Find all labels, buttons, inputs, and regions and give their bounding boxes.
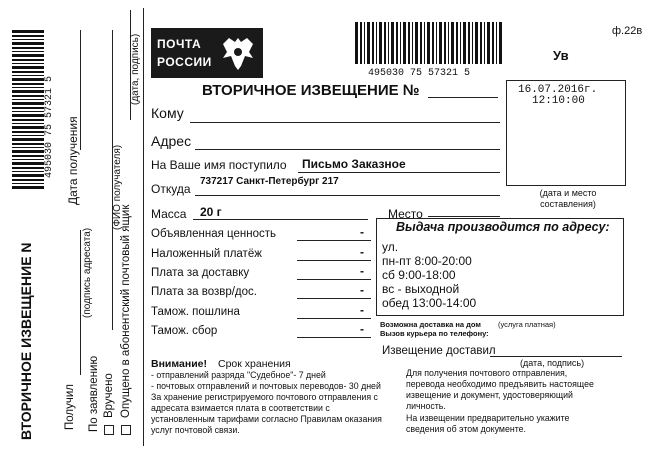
date-place-caption: (дата и место составления) [539,188,597,209]
warning-line-1: - отправлений разряда "Судебное"- 7 дней [151,370,326,380]
address-label: Адрес [151,133,192,149]
delivery-fee-dash: - [360,264,364,278]
delivery-fee-label: Плата за доставку [151,267,250,279]
customs-fee-dash: - [360,322,364,336]
paid-service-text: (услуга платная) [498,320,556,329]
declared-value-label: Объявленная ценность [151,228,276,240]
time-value: 12:10:00 [532,95,585,107]
delivery-hours-weekdays: пн-пт 8:00-20:00 [382,254,472,268]
delivery-street: ул. [382,240,399,254]
from-label: Откуда [151,182,191,196]
warning-line-5: установленным тарифами согласно Правилам оказания [151,414,382,424]
info-line-5: На извещении предварительно укажите [406,413,570,423]
customs-duty-label: Тамож. пошлина [151,306,240,318]
delivery-fee-line[interactable] [297,279,371,280]
delivered-date-sig: (дата, подпись) [520,358,585,368]
info-line-1: Для получения почтового отправления, [406,368,568,378]
stub-by-statement: По заявлению [88,355,100,432]
stub-received-line [80,230,81,375]
to-field[interactable] [190,122,500,123]
cod-label: Наложенный платёж [151,248,262,260]
stub-date-sig: (дата, подпись) [130,33,141,105]
stub-received-label: Получил [64,384,76,430]
mass-label: Масса [151,207,187,221]
warning-line-4: адресата взимается плата в соответствии с [151,403,330,413]
delivery-hours-sunday: вс - выходной [382,282,460,296]
stub-recipient-sig: (подпись адресата) [82,227,93,318]
address-field[interactable] [195,149,500,150]
return-fee-line[interactable] [297,298,371,299]
from-value: 737217 Санкт-Петербург 217 [200,176,339,187]
return-fee-dash: - [360,283,364,297]
home-delivery-text: Возможна доставка на дом [380,320,481,329]
delivery-hours-lunch: обед 13:00-14:00 [382,296,477,310]
warning-line-3: За хранение регистрируемого почтового отправления с [151,392,378,402]
stub-handed-checkbox[interactable] [104,425,114,435]
stub-dropped-checkbox[interactable] [121,425,131,435]
info-line-4: личность. [406,401,446,411]
storage-period-label: Срок хранения [218,358,291,370]
delivery-box-header: Выдача производится по адресу: [396,220,610,234]
return-fee-label: Плата за возвр/дос. [151,286,257,298]
warning-line-2: - почтовых отправлений и почтовых переводов- 30 дней [151,381,381,391]
stub-receipt-date-line [80,30,81,150]
mass-value: 20 г [200,205,222,219]
stub-handed: Вручено [103,373,115,418]
stub-barcode [12,30,44,190]
info-line-3: извещение и документ, удостоверяющий [406,390,573,400]
from-line [195,195,500,196]
notice-delivered-line[interactable] [490,356,622,357]
stub-title: ВТОРИЧНОЕ ИЗВЕЩЕНИЕ N [18,242,34,440]
customs-fee-label: Тамож. сбор [151,325,218,337]
uv-mark: Ув [553,48,569,63]
place-label: Место [388,207,423,221]
stub-receipt-date-label: Дата получения [66,116,80,205]
main-barcode [355,22,503,64]
received-value: Письмо Заказное [302,157,406,171]
customs-duty-line[interactable] [297,318,371,319]
stub-barcode-number: 495030 75 57321 5 [44,75,55,178]
courier-phone-text: Вызов курьера по телефону: [380,329,489,338]
info-line-6: сведения об этом документе. [406,424,526,434]
page-title: ВТОРИЧНОЕ ИЗВЕЩЕНИЕ № [202,82,420,99]
logo [151,28,263,78]
eagle-emblem-icon [217,32,259,74]
declared-value-dash: - [360,225,364,239]
logo-text-2: РОССИИ [157,55,212,69]
logo-text-1: ПОЧТА [157,37,202,51]
cod-dash: - [360,245,364,259]
place-line [428,216,500,217]
form-code: ф.22в [612,25,643,37]
notice-number-line [428,97,498,98]
received-line [298,172,500,173]
customs-duty-dash: - [360,303,364,317]
declared-value-line[interactable] [297,240,371,241]
delivery-hours-saturday: сб 9:00-18:00 [382,268,456,282]
warning-heading: Внимание! [151,358,207,370]
date-value: 16.07.2016г. [518,84,598,96]
received-label: На Ваше имя поступило [151,158,287,172]
stub-separator [143,8,144,446]
stub-dropped: Опущено в абонентский почтовый ящик [120,204,132,418]
to-label: Кому [151,105,184,121]
mass-line [193,219,368,220]
stub-fio: (ФИО получателя) [112,144,123,230]
notice-delivered-label: Извещение доставил [382,345,496,357]
cod-line[interactable] [297,260,371,261]
warning-line-6: услуг почтовой связи. [151,425,240,435]
main-barcode-number: 495030 75 57321 5 [368,68,471,79]
customs-fee-line[interactable] [297,337,371,338]
info-line-2: перевода необходимо предъявить настоящее [406,379,594,389]
